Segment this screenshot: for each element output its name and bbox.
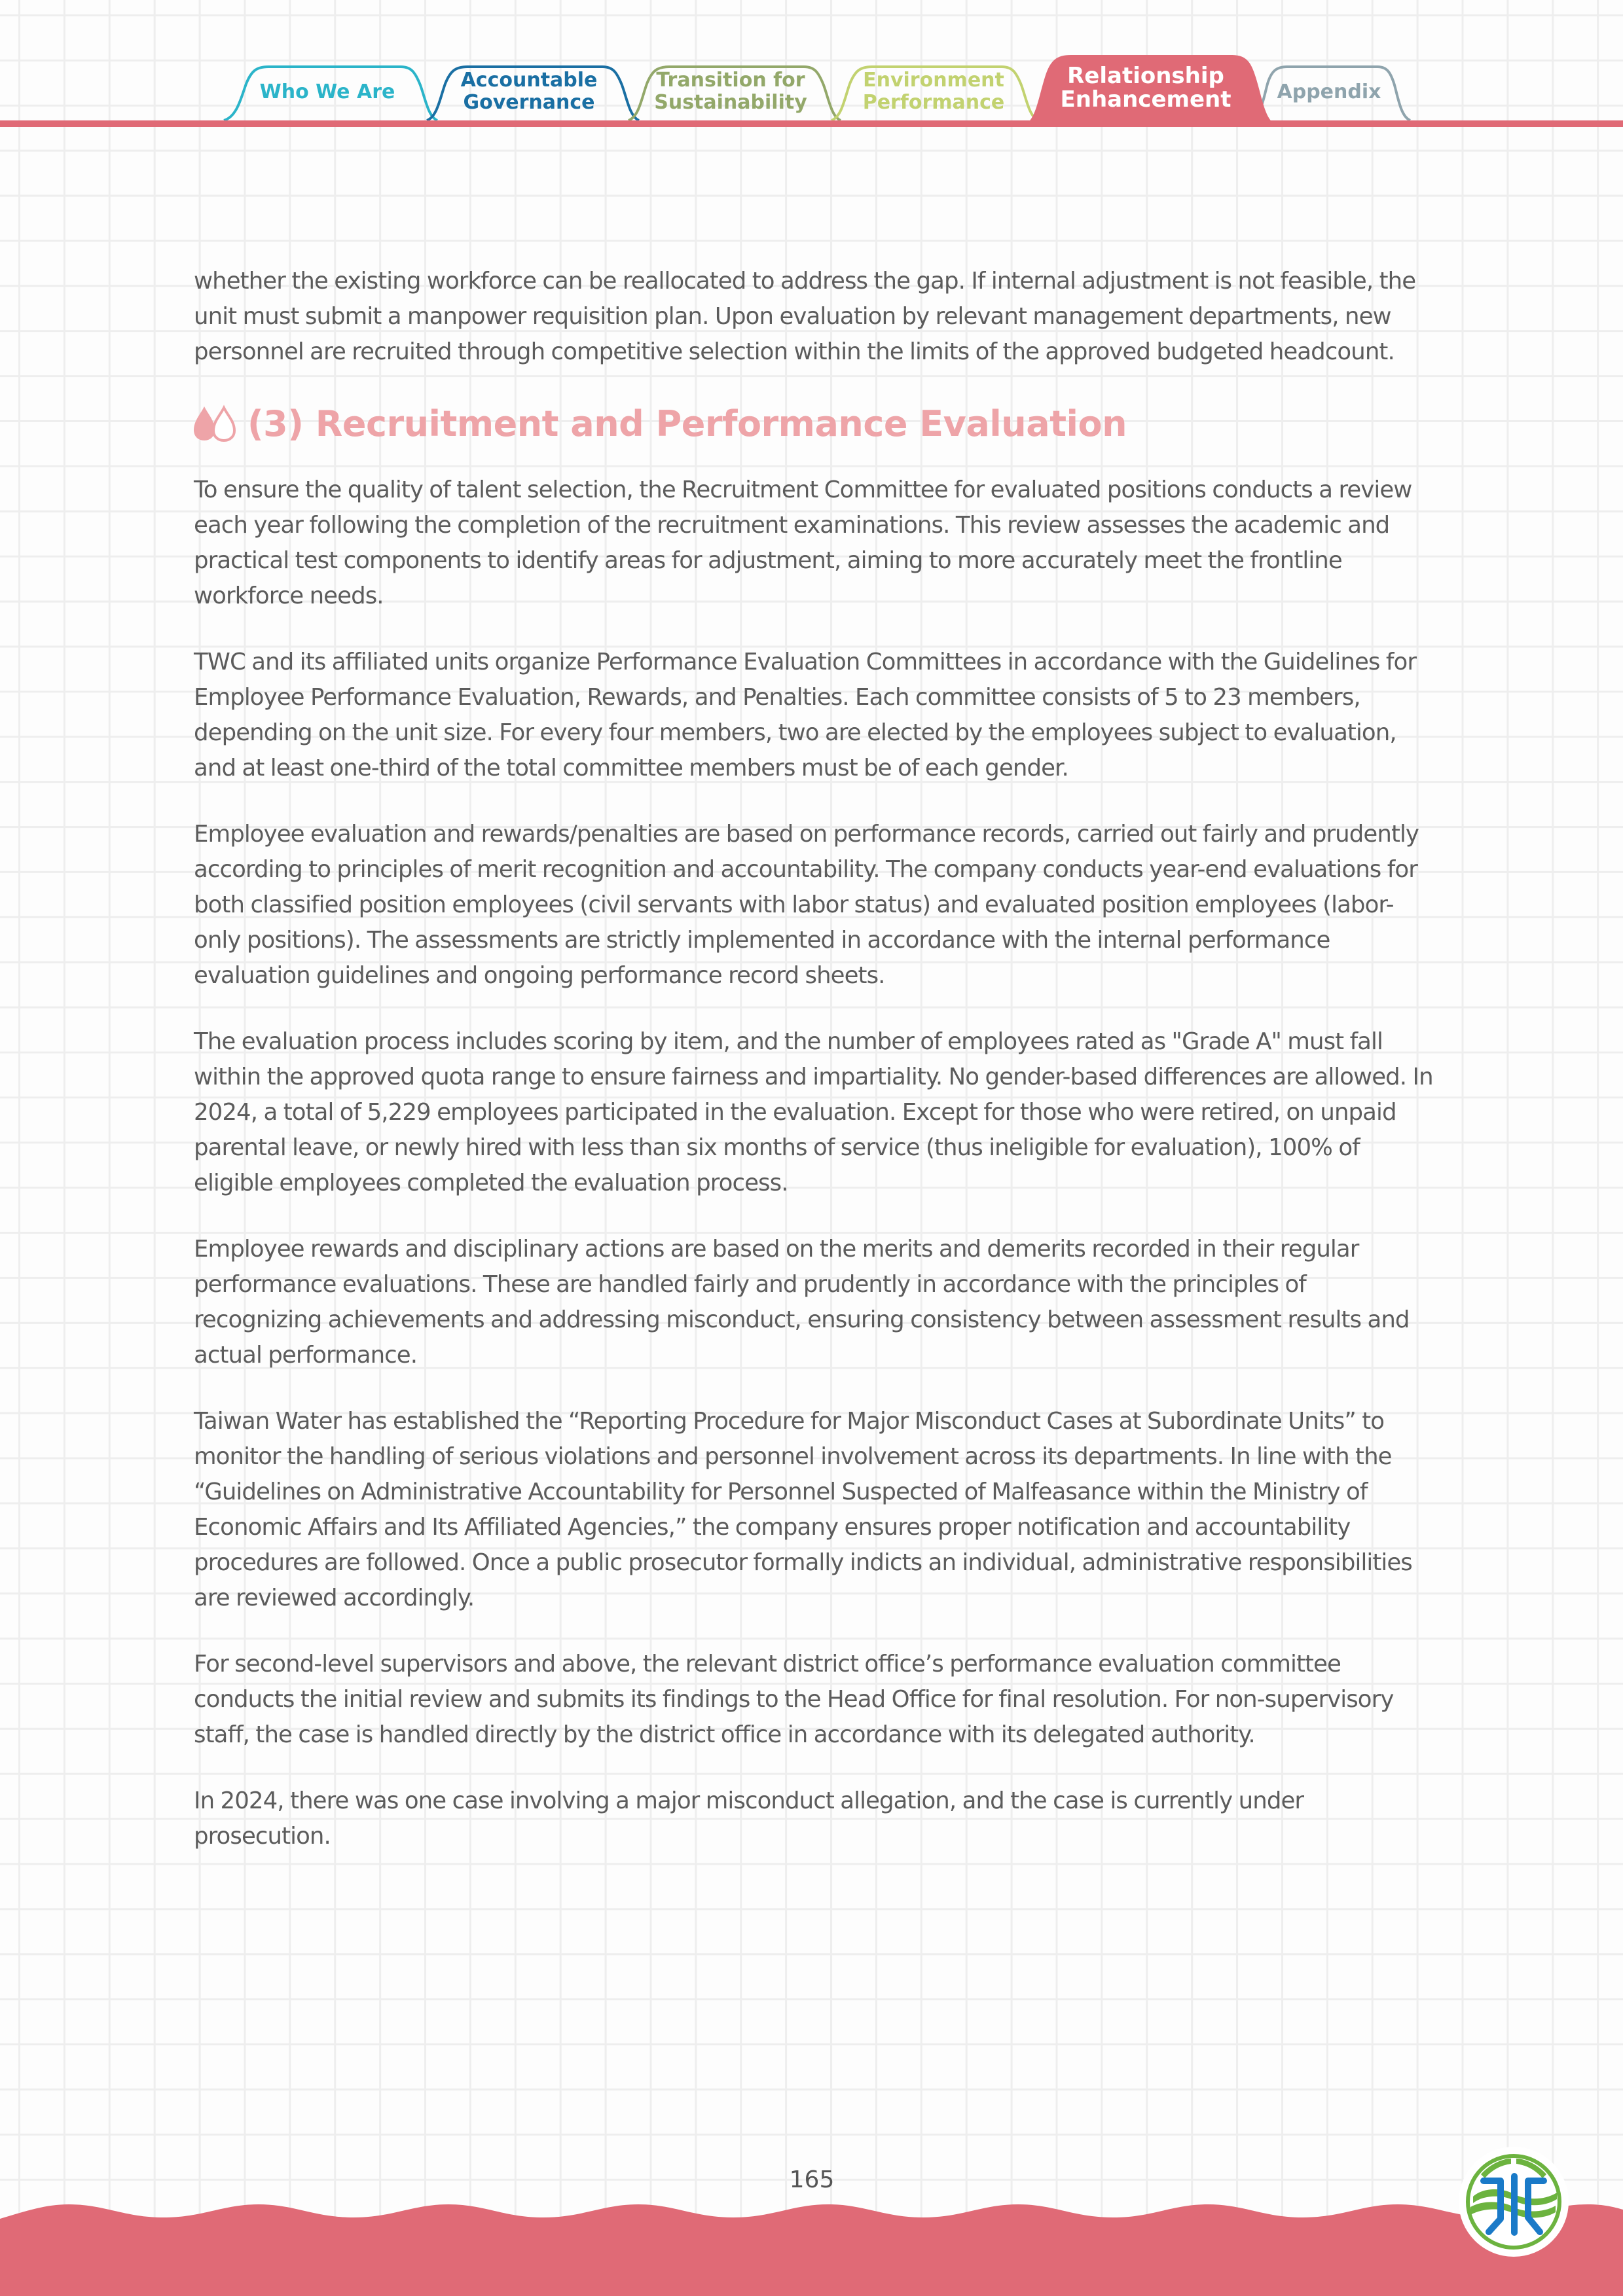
chapter-tab-bar	[0, 0, 1623, 131]
tab-label-line2: Sustainability	[654, 91, 807, 114]
paragraph-evaluation-committees: TWC and its affiliated units organize Performance Evaluation Committees in accordance with the Guidelines for Employee Performance Evaluation, Rewards, and Penalties. Each committee consists of 5 to 23 members, depending on the unit size. For every four members, two are elected by the employees subject to evaluation, and at least one-third of the total committee members must be of each gender.	[194, 649, 1417, 781]
paragraph-supervisor-review: For second-level supervisors and above, the relevant district office’s performance evaluation committee conducts the initial review and submits its findings to the Head Office for final resolution. For non-supervisory staff, the case is handled directly by the district office in accordance with its delegated authority.	[194, 1651, 1394, 1748]
page-content	[194, 264, 1438, 1885]
intro-paragraph: whether the existing workforce can be reallocated to address the gap. If internal adjustment is not feasible, the unit must submit a manpower requisition plan. Upon evaluation by relevant management departments, new personnel are recruited through competitive selection within the limits of the approved budgeted headcount.	[194, 268, 1416, 365]
section-title: (3) Recruitment and Performance Evaluation	[247, 403, 1127, 444]
tab-label-line1: Relationship	[1067, 63, 1224, 89]
tab-appendix[interactable]	[1270, 81, 1388, 103]
paragraph-2024-case: In 2024, there was one case involving a major misconduct allegation, and the case is currently under prosecution.	[194, 1787, 1304, 1850]
footer-wave	[0, 2199, 1623, 2296]
paragraph-evaluation-rewards: Employee evaluation and rewards/penalties are based on performance records, carried out fairly and prudently according to principles of merit recognition and accountability. The company conducts year-end evaluations for both classified position employees (civil servants with labor status) and evaluated position employees (labor-only positions). The assessments are strictly implemented in accordance with the internal performance evaluation guidelines and ongoing performance record sheets.	[194, 821, 1419, 989]
water-drops-icon	[191, 404, 238, 443]
tab-label-line1: Appendix	[1277, 81, 1381, 103]
tab-who-we-are[interactable]	[242, 81, 412, 103]
section-heading	[191, 401, 1438, 446]
paragraph-rewards-disciplinary: Employee rewards and disciplinary actions are based on the merits and demerits recorded in their regular performance evaluations. These are handled fairly and prudently in accordance with the principles of recognizing achievements and addressing misconduct, ensuring consistency between assessment results and actual performance.	[194, 1236, 1410, 1369]
tab-environment-performance[interactable]	[847, 69, 1020, 114]
taiwan-water-logo-icon	[1459, 2147, 1569, 2257]
tab-label-line1: Environment	[863, 69, 1004, 92]
tab-relationship-enhancement[interactable]	[1041, 64, 1250, 111]
paragraph-misconduct-reporting: Taiwan Water has established the “Reporting Procedure for Major Misconduct Cases at Subordinate Units” to monitor the handling of serious violations and personnel involvement across its departments. In line with the “Guidelines on Administrative Accountability for Personnel Suspected of Malfeasance within the Ministry of Economic Affairs and Its Affiliated Agencies,” the company ensures proper notification and accountability procedures are followed. Once a public prosecutor formally indicts an individual, administrative responsibilities are reviewed accordingly.	[194, 1408, 1412, 1611]
tab-label-line2: Governance	[463, 91, 595, 114]
tab-label-line1: Transition for	[656, 69, 805, 92]
paragraph-evaluation-process: The evaluation process includes scoring by item, and the number of employees rated as "Grade A" must fall within the approved quota range to ensure fairness and impartiality. No gender-based differences are allowed. In 2024, a total of 5,229 employees participated in the evaluation. Except for those who were retired, on unpaid parental leave, or newly hired with less than six months of service (thus ineligible for evaluation), 100% of eligible employees completed the evaluation process.	[194, 1028, 1433, 1196]
paragraph-recruitment-review: To ensure the quality of talent selection, the Recruitment Committee for evaluated positions conducts a review each year following the completion of the recruitment examinations. This review assesses the academic and practical test components to identify areas for adjustment, aiming to more accurately meet the frontline workforce needs.	[194, 476, 1412, 609]
tab-label-line2: Enhancement	[1060, 86, 1231, 113]
tab-label-line1: Accountable	[460, 69, 598, 92]
tab-label-line2: Performance	[862, 91, 1005, 114]
page-number: 165	[789, 2166, 835, 2193]
tab-accountable-governance[interactable]	[443, 69, 615, 114]
tab-label-line1: Who We Are	[259, 81, 395, 103]
tab-transition-for-sustainability[interactable]	[644, 69, 817, 114]
